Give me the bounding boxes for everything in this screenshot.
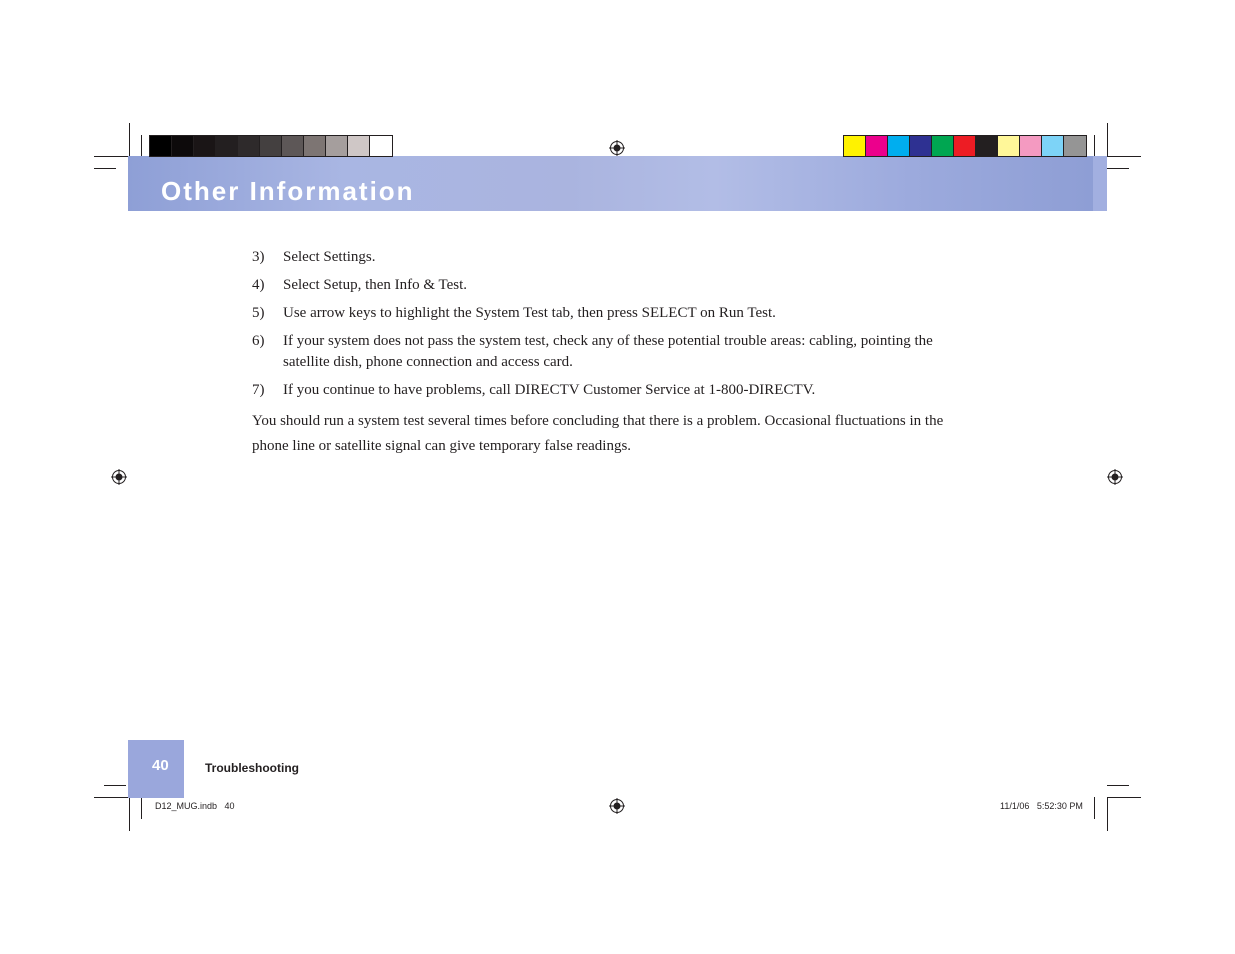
step-number: 7) [252,382,265,398]
list-item [252,380,957,401]
color-swatch [932,136,954,156]
list-item [252,275,957,296]
step-text: If your system does not pass the system test, check any of these potential trouble areas: cabling, pointing the satellite dish, phone connection and access card. [283,333,933,370]
crop-mark [1094,797,1095,819]
color-swatch [976,136,998,156]
step-number: 4) [252,277,265,293]
color-swatch [1064,136,1086,156]
crop-mark [94,797,128,798]
color-swatch [370,136,392,156]
step-text: If you continue to have problems, call DIRECTV Customer Service at 1-800-DIRECTV. [283,382,816,398]
step-text: Select Setup, then Info & Test. [283,277,468,293]
color-swatch [954,136,976,156]
color-swatch [172,136,194,156]
section-name: Troubleshooting [205,761,299,775]
crop-mark [1107,797,1108,831]
color-swatch [304,136,326,156]
list-item [252,247,957,268]
step-list [252,247,957,408]
color-swatch [150,136,172,156]
color-swatch [260,136,282,156]
crop-mark [141,135,142,157]
color-swatch [282,136,304,156]
slug-timestamp: 11/1/06 5:52:30 PM [1000,801,1083,811]
slug-file-info: D12_MUG.indb 40 [155,801,235,811]
color-swatch [238,136,260,156]
color-swatch [348,136,370,156]
color-swatch [1042,136,1064,156]
crop-mark [1107,156,1141,157]
crop-mark [94,168,116,169]
crop-mark [1107,168,1129,169]
crop-mark [1107,797,1141,798]
page-number: 40 [152,757,169,774]
registration-mark-icon [111,469,127,485]
step-number: 5) [252,305,265,321]
step-text: Select Settings. [283,249,376,265]
body-paragraph: You should run a system test several times before concluding that there is a problem. Occasional fluctuations in the phone line or satellite signal can give temporary false readings. [252,413,944,454]
color-swatch-bar [843,135,1087,157]
crop-mark [141,797,142,819]
color-swatch [844,136,866,156]
color-swatch [326,136,348,156]
color-swatch [998,136,1020,156]
crop-mark [1094,135,1095,157]
crop-mark [129,797,130,831]
color-swatch [888,136,910,156]
step-number: 6) [252,333,265,349]
list-item [252,331,957,373]
list-item [252,303,957,324]
registration-mark-icon [609,140,625,156]
color-swatch [866,136,888,156]
color-swatch [1020,136,1042,156]
color-swatch [910,136,932,156]
grayscale-swatch-bar [149,135,393,157]
page-title: Other Information [161,176,415,206]
crop-mark [129,123,130,157]
step-text: Use arrow keys to highlight the System Test tab, then press SELECT on Run Test. [283,305,776,321]
crop-mark [104,785,126,786]
registration-mark-icon [609,798,625,814]
crop-mark [94,156,128,157]
registration-mark-icon [1107,469,1123,485]
crop-mark [1107,123,1108,157]
color-swatch [216,136,238,156]
color-swatch [194,136,216,156]
step-number: 3) [252,249,265,265]
header-band-edge [1093,156,1107,211]
crop-mark [1107,785,1129,786]
